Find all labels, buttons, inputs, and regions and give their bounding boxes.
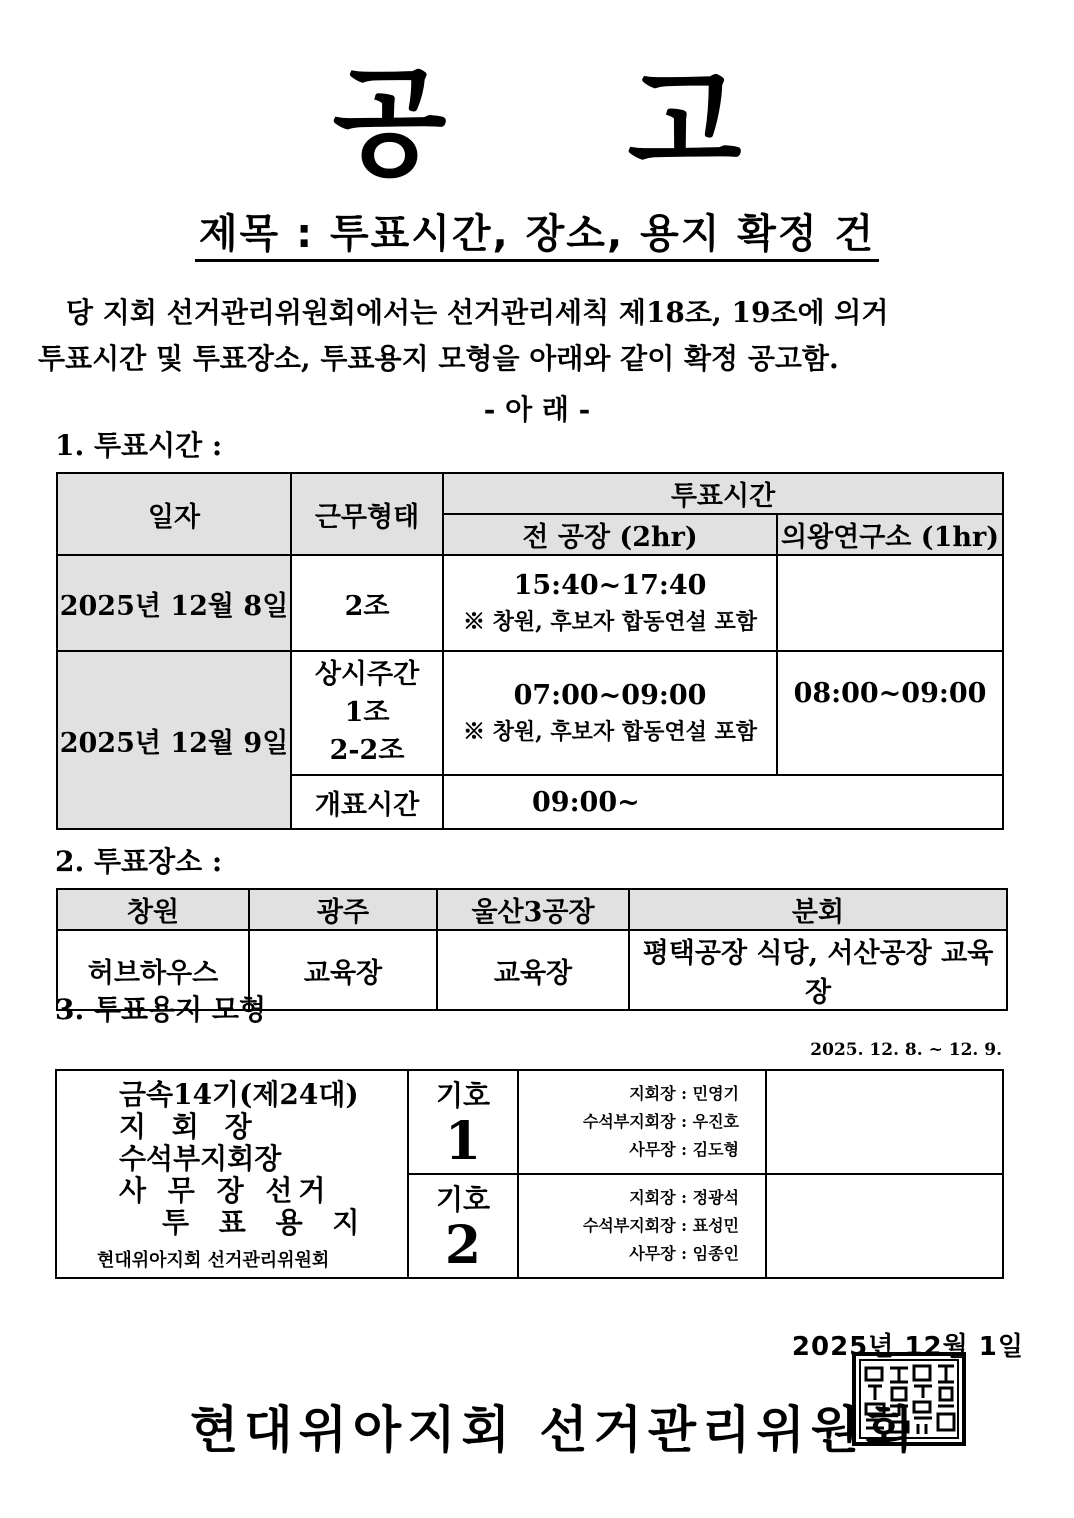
row2-date: 2025년 12월 9일 (57, 651, 291, 829)
seal-glyphs (866, 1366, 954, 1434)
subject-text: 제목 : 투표시간, 장소, 용지 확정 건 (195, 211, 879, 262)
ballot-sample-table (55, 1069, 1004, 1279)
candidate2-number: 2 (444, 1215, 482, 1276)
row2-shift-3: 2-2조 (329, 735, 405, 766)
candidate1-label: 기호 (435, 1079, 491, 1112)
candidate1-secretary: 사무장 : 김도형 (629, 1140, 739, 1159)
header-shift: 근무형태 (291, 473, 443, 555)
intro-paragraph (38, 290, 1038, 382)
page-title: 공 고 (332, 54, 812, 192)
row2-shift-2: 1조 (344, 697, 390, 728)
header-all-plants: 전 공장 (2hr) (443, 514, 777, 555)
intro-line-2: 투표시간 및 투표장소, 투표용지 모형을 아래와 같이 확정 공고함. (38, 342, 839, 375)
row1-time: 15:40~17:40 (513, 570, 707, 601)
place-header-ulsan: 울산3공장 (437, 889, 629, 930)
candidate1-vice: 수석부지회장 : 우진호 (582, 1112, 739, 1131)
intro-line-1: 당 지회 선거관리위원회에서는 선거관리세칙 제18조, 19조에 의거 (66, 296, 889, 329)
candidate1-mark-box (766, 1070, 1003, 1174)
candidate1-names (518, 1070, 766, 1174)
ballot-title-cell (56, 1070, 408, 1278)
ballot-line-2: 지 회 장 (119, 1110, 260, 1143)
ballot-line-1: 금속14기(제24대) (119, 1078, 359, 1111)
candidate1-president: 지회장 : 민영기 (629, 1084, 739, 1103)
candidate2-vice: 수석부지회장 : 표성민 (582, 1216, 739, 1235)
header-uiwang: 의왕연구소 (1hr) (777, 514, 1003, 555)
row2-note: ※ 창원, 후보자 합동연설 포함 (462, 719, 758, 745)
count-label: 개표시간 (291, 775, 443, 829)
candidate1-number-cell (408, 1070, 518, 1174)
candidate2-number-cell (408, 1174, 518, 1278)
voting-time-table (56, 472, 1004, 830)
header-voting-time: 투표시간 (443, 473, 1003, 514)
row2-time-cell (443, 651, 777, 775)
signer-name: 현대위아지회 선거관리위원회 (190, 1401, 920, 1459)
voting-period: 2025. 12. 8. ~ 12. 9. (810, 1040, 1002, 1060)
place-header-changwon: 창원 (57, 889, 249, 930)
place-header-gwangju: 광주 (249, 889, 437, 930)
candidate2-names (518, 1174, 766, 1278)
below-marker: - 아 래 - (483, 393, 591, 426)
row1-note: ※ 창원, 후보자 합동연설 포함 (462, 609, 758, 635)
subject-line (0, 202, 1074, 259)
announcement-date: 2025년 12월 1일 (791, 1332, 1024, 1362)
ballot-line-4: 사 무 장 선거 (119, 1174, 332, 1207)
row2-time: 07:00~09:00 (513, 680, 707, 711)
row1-uiwang (777, 555, 1003, 651)
candidate2-president: 지회장 : 정광석 (629, 1188, 739, 1207)
row2-shift-1: 상시주간 (314, 659, 420, 690)
ballot-issuer: 현대위아지회 선거관리위원회 (97, 1250, 330, 1271)
row2-shift-cell (291, 651, 443, 775)
candidate2-secretary: 사무장 : 임종인 (629, 1244, 739, 1263)
header-date: 일자 (57, 473, 291, 555)
ballot-line-3: 수석부지회장 (119, 1142, 282, 1175)
place-header-branch: 분회 (629, 889, 1007, 930)
row1-date: 2025년 12월 8일 (57, 555, 291, 651)
official-seal (852, 1352, 966, 1446)
place-value-gwangju: 교육장 (249, 930, 437, 1010)
section3-heading: 3. 투표용지 모형 (55, 993, 267, 1026)
ballot-line-5: 투 표 용 지 (162, 1206, 370, 1239)
row1-time-cell (443, 555, 777, 651)
section2-heading: 2. 투표장소 : (55, 845, 223, 878)
candidate2-label: 기호 (435, 1183, 491, 1216)
count-time: 09:00~ (443, 775, 1003, 829)
place-value-ulsan: 교육장 (437, 930, 629, 1010)
place-value-changwon: 허브하우스 (57, 930, 249, 1010)
candidate2-mark-box (766, 1174, 1003, 1278)
candidate1-number: 1 (444, 1111, 482, 1172)
row1-shift: 2조 (291, 555, 443, 651)
section1-heading: 1. 투표시간 : (55, 429, 223, 462)
row2-uiwang: 08:00~09:00 (777, 651, 1003, 775)
place-value-branch: 평택공장 식당, 서산공장 교육장 (629, 930, 1007, 1010)
